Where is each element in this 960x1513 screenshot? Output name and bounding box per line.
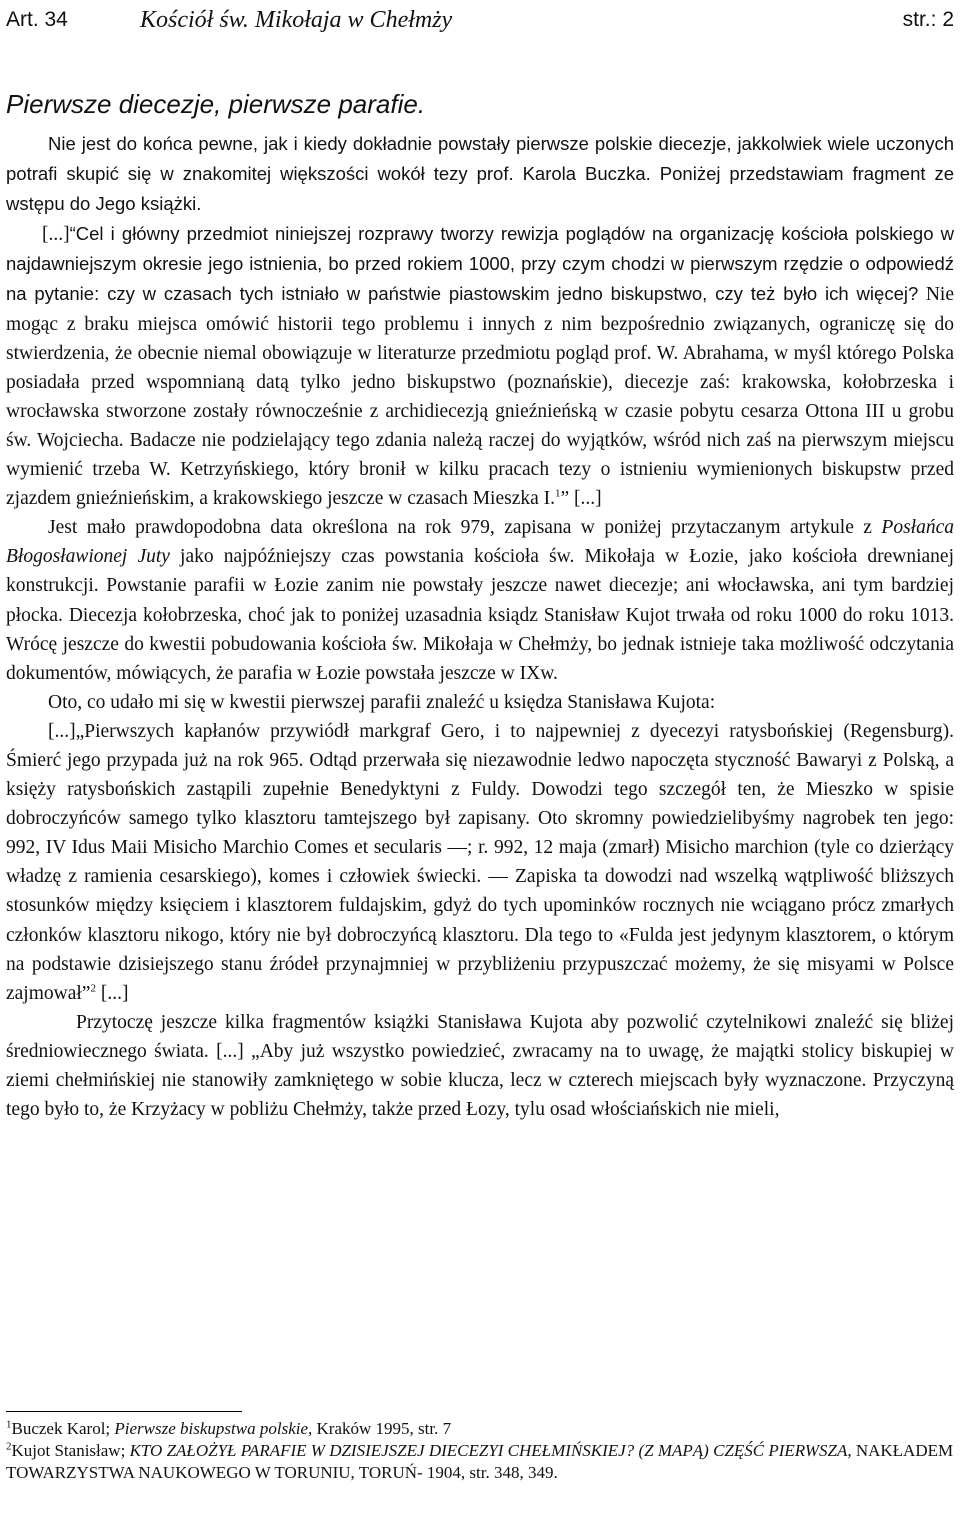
page-number: str.: 2 <box>902 8 954 31</box>
intro-serif-text: Poniżej przedstawiam fragment ze wstępu do Jego książki. <box>6 163 955 215</box>
footnote-separator <box>6 1411 242 1412</box>
footnote-2-rest: , NAKŁADEM TOWARZYSTWA NAUKOWEGO W TORUNIU, TORUŃ- 1904, str. 348, 349. <box>6 1441 954 1482</box>
quote-end: ” [...] <box>560 488 602 510</box>
footnote-2-title: KTO ZAŁOŻYŁ PARAFIE W DZISIEJSZEJ DIECEZYI CHEŁMIŃSKIEJ? (Z MAPĄ) CZĘŚĆ PIERWSZA <box>129 1441 848 1460</box>
footnote-1-number: 1 <box>6 1418 12 1431</box>
dating-italic-title: Posłańca Błogosławionej Juty <box>6 517 954 568</box>
paragraph-dating <box>6 513 954 688</box>
footnote-ref-1[interactable]: 1 <box>555 487 561 500</box>
paragraph-fragments: Przytoczę jeszcze kilka fragmentów książki Stanisława Kujota aby pozwolić czytelnikowi znaleźć się bliżej średniowiecznego świata. [...] „Aby już wszystko powiedzieć, zwracamy na to uwagę, że majątki stolicy biskupiej w ziemi chełmińskiej nie stanowiły zamkniętego w sobie klucza, lecz w czterech miejscach były wyznaczone. Przyczyną tego było to, że Krzyżacy w pobliżu Chełmży, także przed Łozy, tylu osad włościańskich nie mieli, <box>6 1011 954 1121</box>
footnote-1-rest: Kraków 1995, str. 7 <box>312 1419 452 1438</box>
footnote-1 <box>6 1418 954 1440</box>
dating-text-a: Jest mało prawdopodobna data określona na rok 979, zapisana w poniżej przytaczanym artykule z <box>48 517 882 539</box>
footnote-2-author: Kujot Stanisław; <box>11 1441 130 1460</box>
header-church-title: Kościół św. Mikołaja w Chełmży <box>140 7 453 33</box>
dating-text-c: Powstanie parafii w Łozie zanim nie powstały jeszcze nawet diecezje; ani włocławska, ani tym bardziej płocka. Diecezja kołobrzeska, choć jak to poniżej uzasadnia ksiądz Stanisław Kujot trwała od roku 1000 do roku 1013. Wrócę jeszcze do kwestii pobudowania kościoła św. Mikołaja w Chełmży, bo jednak istnieje taka możliwość odczytania dokumentów, mówiących, że parafia w Łozie powstała jeszcze w IXw. <box>6 575 954 684</box>
footnote-2-number: 2 <box>6 1440 12 1453</box>
footnote-ref-2[interactable]: 2 <box>90 982 96 995</box>
footnote-1-author: Buczek Karol; <box>11 1419 115 1438</box>
footnotes <box>6 1418 954 1484</box>
quote-start: [...] <box>42 224 70 246</box>
section-title: Pierwsze diecezje, pierwsze parafie. <box>6 89 426 119</box>
article-body <box>6 129 954 1124</box>
page-header <box>6 0 954 40</box>
kujot-quote-text: [...]„Pierwszych kapłanów przywiódł markgraf Gero, i to najpewniej z dyecezyi ratysbońskiej (Regensburg). Śmierć jego przypada już na rok 965. Odtąd przerwała się niezawodnie ledwo napoczęta styczność Bawaryi z Polską, a księży ratysbońskich zastąpili zupełnie Benedyktyni z Fuldy. Dowodzi tego szczegół ten, że Mieszko w spisie dobroczyńców samego tylko klasztoru tamtejszego był zapisany. Oto skromny powiedzielibyśmy nagrobek ten jego: 992, IV Idus Maii Misicho Marchio Comes et secularis —; r. 992, 12 maja (zmarł) Misicho marchion (tyle co dzierżący władzę z ramienia cesarskiego), komes i człowiek świecki. — Zapiska ta dowodzi nad wszelką wątpliwość bliższych stosunków między księciem i klasztorem fuldajskim, gdyż do tych upominków rocznych nie wciągano prócz zmarłych członków klasztoru nikogo, który nie był dobroczyńcą klasztoru. Dla tego to «Fulda jest jedynym klasztorem, o którym na podstawie dzisiejszego stanu źródeł przynajmniej w przybliżeniu przypuszczać możemy, że się misyami w Polsce zajmował” <box>6 720 954 1004</box>
footnote-2 <box>6 1440 954 1484</box>
paragraph-kujot-intro: Oto, co udało mi się w kwestii pierwszej parafii znaleźć u księdza Stanisława Kujota: <box>48 691 716 713</box>
paragraph-intro <box>6 129 954 219</box>
dating-text-b: jako najpóźniejszy czas powstania kościoła św. Mikołaja w Łozie, jako kościoła drewnianej konstrukcji. <box>6 546 954 597</box>
paragraph-quote-buczek <box>6 219 954 513</box>
intro-sans-text: Nie jest do końca pewne, jak i kiedy dokładnie powstały pierwsze polskie diecezje, jakkolwiek wiele uczonych potrafi skupić się w znakomitej większości wokół tezy prof. Karola Buczka. <box>6 133 954 185</box>
quote-sans-text: “Cel i główny przedmiot niniejszej rozprawy tworzy rewizja poglądów na organizację kościoła polskiego w najdawniejszym okresie jego istnienia, bo przed rokiem 1000, przy czym chodzi w pierwszym rzędzie o odpowiedź na pytanie: czy w czasach tych istniało w państwie piastowskim jedno biskupstwo, czy też było ich więcej? <box>6 223 954 305</box>
quote-serif-text: Nie mogąc z braku miejsca omówić historii tego problemu i innych z nim bezpośrednio związanych, ograniczę się do stwierdzenia, że obecnie niemal obowiązuje w literaturze przedmiotu pogląd prof. W. Abrahama, w myśl którego Polska posiadała przed wspomnianą datą tylko jedno biskupstwo (poznańskie), diecezje zaś: krakowska, kołobrzeska i wrocławska stworzone zostały równocześnie z archidiecezją gnieźnieńską w czasie pobytu cesarza Ottona III u grobu św. Wojciecha. Badacze nie podzielający tego zdania należą raczej do wyjątków, wśród nich zaś na pierwszym miejscu wymienić trzeba W. Ketrzyńskiego, który bronił w kilku pracach tezy o istnieniu wymienionych biskupstw przed zjazdem gnieźnieńskim, a krakowskiego jeszcze w czasach Mieszka I. <box>6 284 955 510</box>
paragraph-kujot-quote <box>6 717 954 1008</box>
article-number: Art. 34 <box>6 8 68 31</box>
kujot-quote-end: [...] <box>95 982 129 1004</box>
footnote-1-title: Pierwsze biskupstwa polskie, <box>114 1419 313 1438</box>
